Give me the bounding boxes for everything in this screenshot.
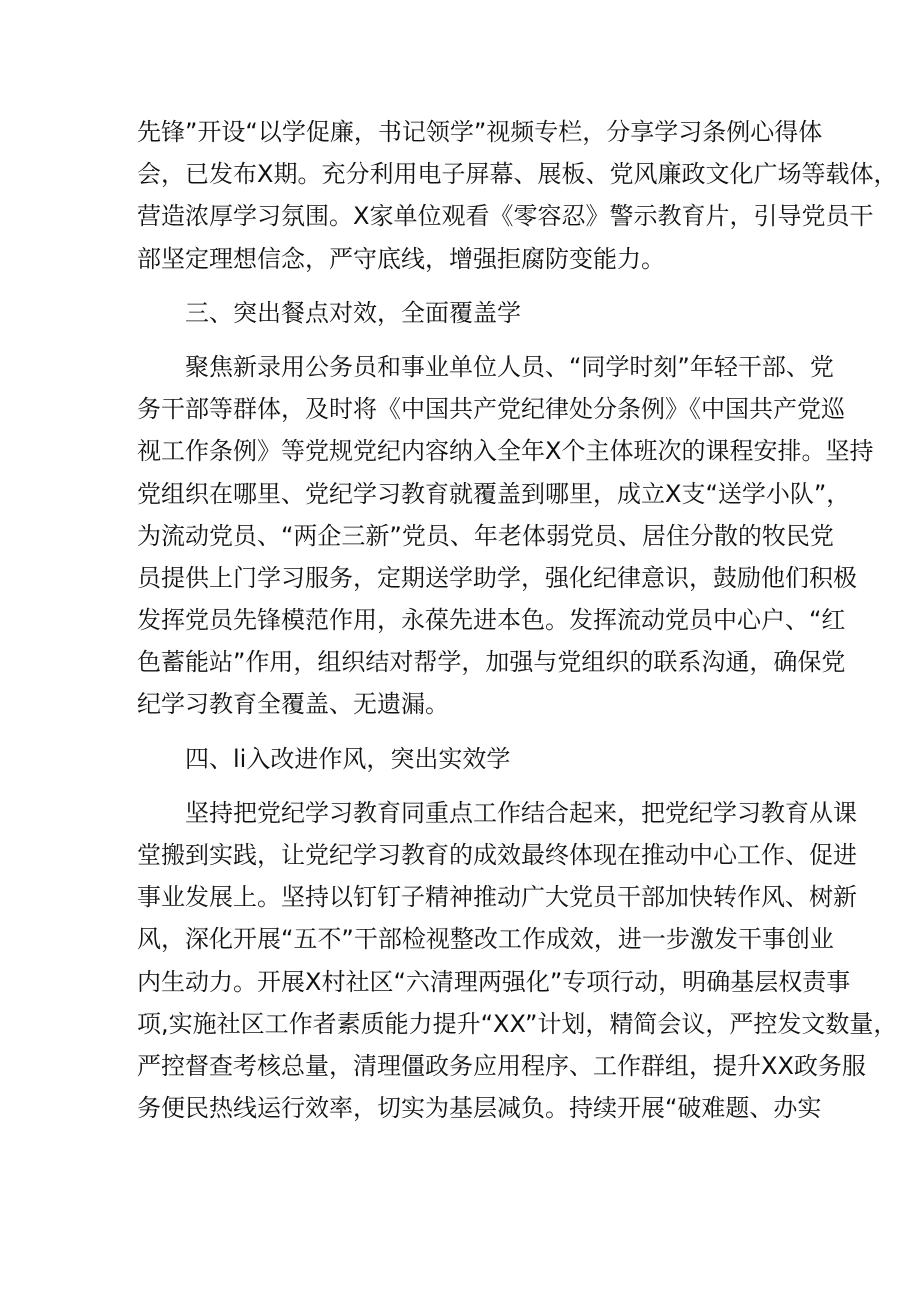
text-line: 视工作条例》等党规党纪内容纳入全年X个主体班次的课程安排。坚持	[137, 437, 874, 466]
text-line: 事业发展上。坚持以钉钉子精神推动广大党员干部加快转作风、树新	[137, 883, 857, 912]
text-line: 部坚定理想信念，严守底线，增强拒腐防变能力。	[137, 244, 665, 273]
text-line: 坚持把党纪学习教育同重点工作结合起来，把党纪学习教育从课	[185, 798, 857, 827]
text-line: 党组织在哪里、党纪学习教育就覆盖到哪里，成立X支“送学小队”，	[137, 479, 851, 508]
text-line: 会，已发布X期。充分利用电子屏幕、展板、党风廉政文化广场等载体，	[137, 160, 898, 189]
paragraph-coverage	[137, 346, 874, 726]
text-line: 务便民热线运行效率，切实为基层减负。持续开展“破难题、办实	[137, 1094, 822, 1123]
section-heading-4: 四、li入改进作风，突出实效学	[185, 744, 511, 773]
paragraph-work-style	[137, 792, 898, 1130]
text-line: 堂搬到实践，让党纪学习教育的成效最终体现在推动中心工作、促进	[137, 841, 857, 869]
text-line: 项,实施社区工作者素质能力提升“XX”计划，精简会议，严控发文数量，	[137, 1009, 898, 1038]
text-line: 色蓄能站”作用，组织结对帮学，加强与党组织的联系沟通，确保党	[137, 648, 846, 677]
text-line: 严控督查考核总量，清理僵政务应用程序、工作群组，提升XX政务服	[137, 1051, 866, 1080]
text-line: 先锋”开设“以学促廉，书记领学”视频专栏，分享学习条例心得体	[137, 118, 823, 146]
text-line: 营造浓厚学习氛围。X家单位观看《零容忍》警示教育片，引导党员干	[137, 202, 874, 231]
paragraph-continuation	[137, 111, 898, 280]
text-line: 纪学习教育全覆盖、无遗漏。	[137, 690, 449, 719]
section-heading-3: 三、突出餐点对效，全面覆盖学	[185, 298, 521, 327]
text-line: 聚焦新录用公务员和事业单位人员、“同学时刻”年轻干部、党	[185, 352, 834, 381]
text-line: 为流动党员、“两企三新”党员、年老体弱党员、居住分散的牧民党	[137, 521, 834, 550]
text-line: 内生动力。开展X村社区“六清理两强化”专项行动，明确基层权责事	[137, 967, 851, 996]
text-line: 员提供上门学习服务，定期送学助学，强化纪律意识，鼓励他们积极	[137, 563, 857, 592]
text-line: 风，深化开展“五不”干部检视整改工作成效，进一步激发干事创业	[137, 925, 834, 954]
text-line: 发挥党员先锋模范作用，永葆先进本色。发挥流动党员中心户、“红	[137, 606, 846, 635]
document-body	[137, 111, 898, 1129]
text-line: 务干部等群体，及时将《中国共产党纪律处分条例》《中国共产党巡	[137, 395, 845, 424]
